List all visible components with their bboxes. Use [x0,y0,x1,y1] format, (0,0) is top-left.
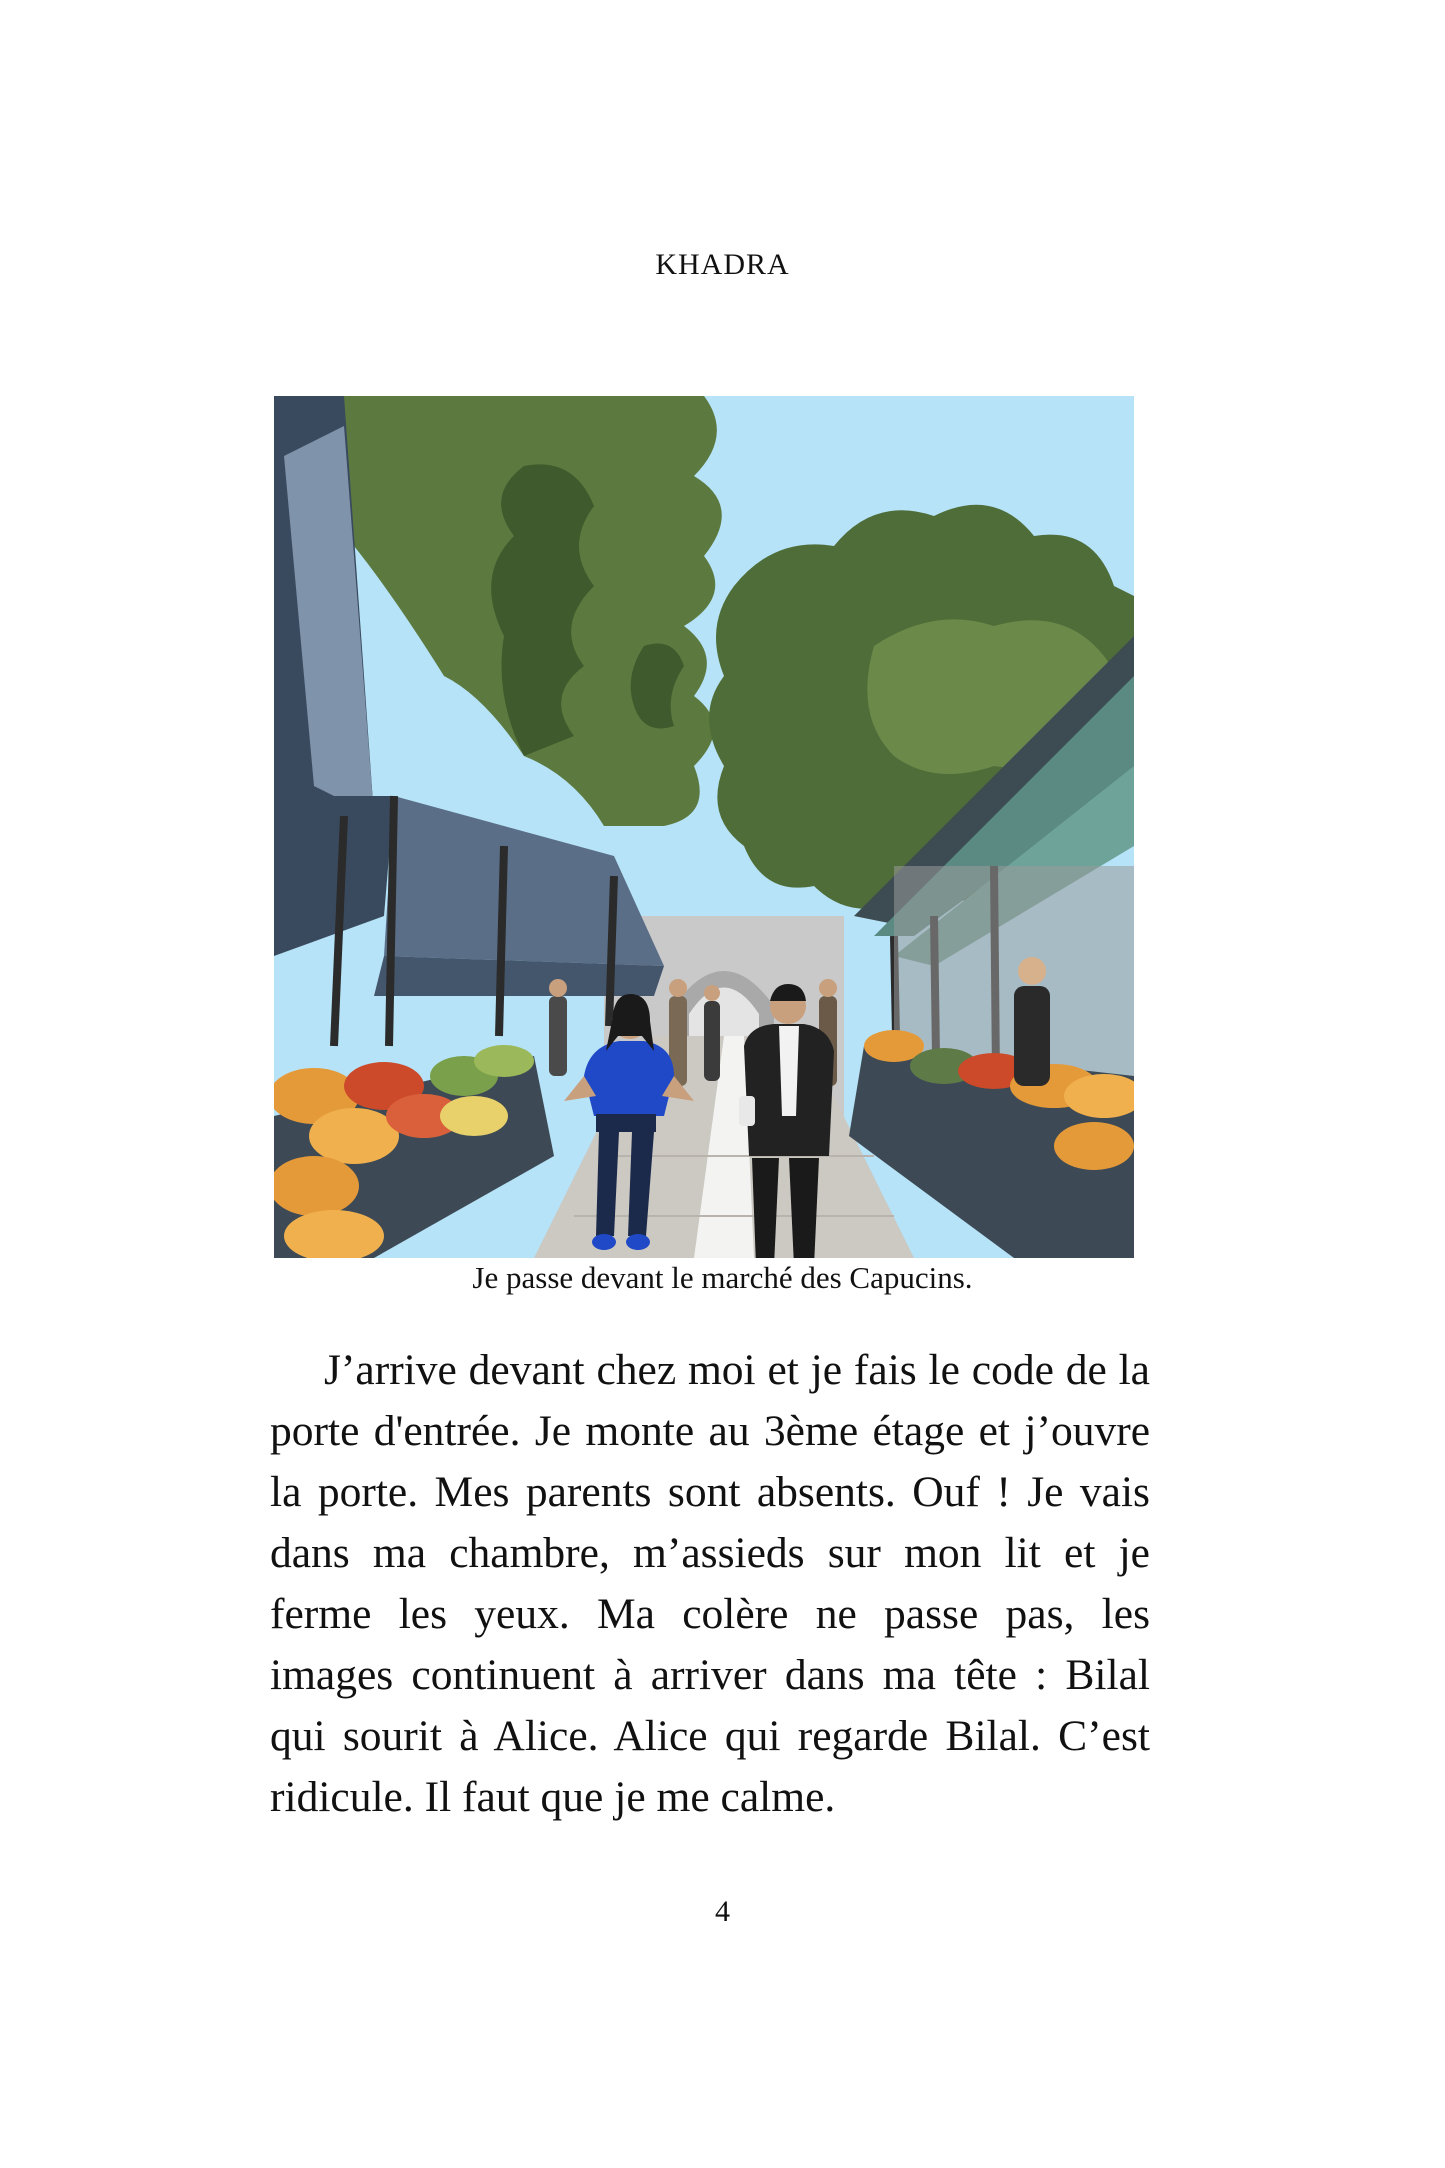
figure-caption: Je passe devant le marché des Capucins. [472,1260,973,1295]
page-number: 4 [715,1895,730,1928]
body-paragraph: J’arrive devant chez moi et je fais le code de la porte d'entrée. Je monte au 3ème étage et j’ouvre la porte. Mes parents sont absents. Ouf ! Je vais dans ma chambre, m’assieds sur mon lit et je ferme les yeux. Ma colère ne passe pas, les images continuent à arriver dans ma tête : Bilal qui sourit à Alice. Alice qui regarde Bilal. C’est ridicule. Il faut que je me calme. [270,1346,1150,1821]
running-head: KHADRA [655,248,790,281]
market-illustration [274,396,1134,1258]
